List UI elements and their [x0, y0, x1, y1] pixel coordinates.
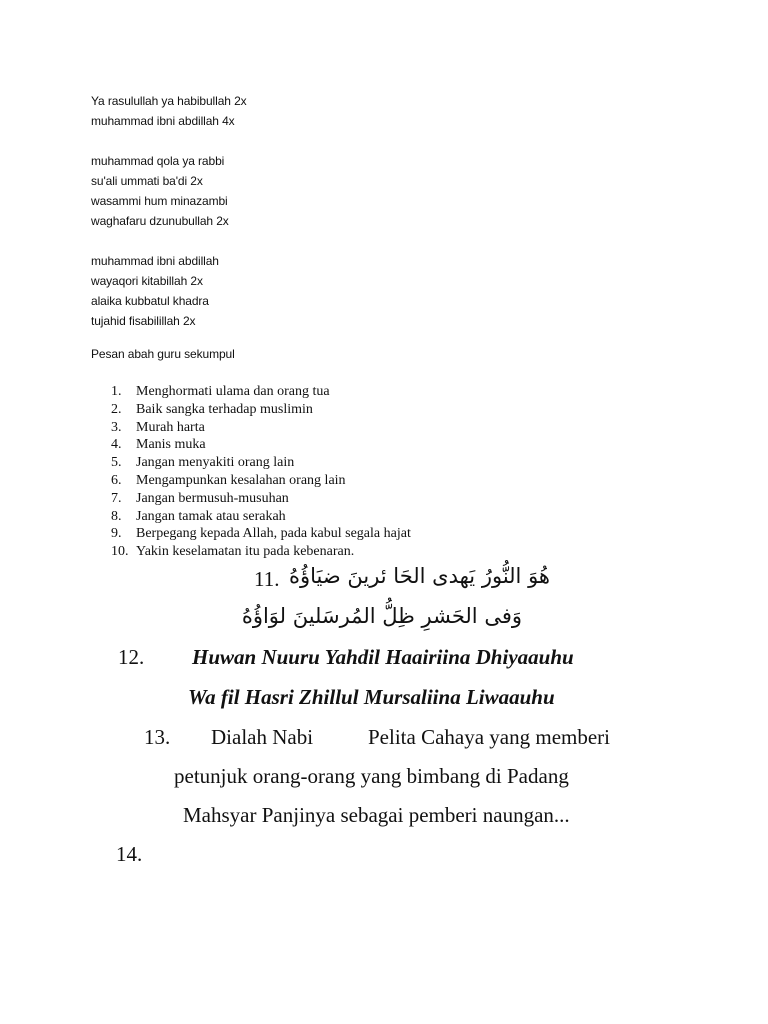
lyric-line: alaika kubbatul khadra: [91, 294, 209, 308]
list-item: [111, 490, 411, 508]
verse-12-line-2: Wa fil Hasri Zhillul Mursaliina Liwaauhu: [188, 685, 555, 709]
lyric-line: muhammad ibni abdillah: [91, 254, 219, 268]
lyric-line: su'ali ummati ba'di 2x: [91, 174, 203, 188]
pesan-list: [111, 383, 411, 561]
list-item-text: Jangan menyakiti orang lain: [136, 455, 295, 471]
list-item-text: Menghormati ulama dan orang tua: [136, 384, 330, 399]
list-item-number: 3.: [111, 419, 122, 435]
lyric-line: wayaqori kitabillah 2x: [91, 274, 203, 288]
verse-14-number: 14.: [116, 842, 143, 866]
verse-11-number: 11.: [254, 567, 280, 591]
verse-11-arabic-line-1: هُوَ النُّورُ يَهدى الحَا ئرينَ ضيَاؤُهُ: [288, 564, 550, 588]
list-item: [111, 401, 411, 419]
list-item: [111, 472, 411, 490]
lyric-line: wasammi hum minazambi: [91, 194, 228, 208]
list-item-text: Baik sangka terhadap muslimin: [136, 401, 313, 417]
lyric-line: muhammad ibni abdillah 4x: [91, 114, 235, 128]
list-item-number: 8.: [111, 508, 122, 524]
list-item-number: 10.: [111, 544, 129, 560]
list-item-text: Jangan tamak atau serakah: [136, 508, 286, 524]
list-item-text: Jangan bermusuh-musuhan: [136, 490, 289, 506]
list-item-number: 2.: [111, 401, 122, 417]
verse-13-number: 13.: [144, 725, 171, 749]
list-item-number: 7.: [111, 490, 122, 506]
verse-12-line-1: Huwan Nuuru Yahdil Haairiina Dhiyaauhu: [192, 645, 574, 669]
list-item-number: 9.: [111, 526, 122, 542]
list-item: [111, 525, 411, 543]
list-item-number: 5.: [111, 455, 122, 471]
lyric-line: muhammad qola ya rabbi: [91, 154, 225, 168]
verse-13-line-3: Mahsyar Panjinya sebagai pemberi naungan...: [183, 803, 570, 827]
verse-11-arabic-line-2: وَفى الحَشرِ ظِلُّ المُرسَلينَ لوَاؤُهُ: [241, 604, 522, 628]
lyric-line: tujahid fisabilillah 2x: [91, 314, 196, 328]
list-item: [111, 436, 411, 454]
pesan-title: Pesan abah guru sekumpul: [91, 347, 235, 361]
list-item: [111, 454, 411, 472]
list-item: [111, 543, 411, 561]
list-item-text: Mengampunkan kesalahan orang lain: [136, 472, 346, 488]
lyric-line: waghafaru dzunubullah 2x: [91, 214, 229, 228]
verse-13-line-2: petunjuk orang-orang yang bimbang di Padang: [174, 764, 569, 788]
list-item-text: Murah harta: [136, 419, 205, 435]
list-item: [111, 419, 411, 437]
list-item: [111, 508, 411, 526]
lyric-line: Ya rasulullah ya habibullah 2x: [91, 94, 247, 108]
list-item-number: 1.: [111, 384, 122, 399]
list-item-text: Berpegang kepada Allah, pada kabul segala hajat: [136, 526, 411, 542]
list-item-number: 6.: [111, 472, 122, 488]
list-item: [111, 383, 411, 401]
verse-13-line-1a: Dialah Nabi: [211, 725, 314, 749]
verse-13-line-1b: Pelita Cahaya yang memberi: [368, 725, 611, 749]
list-item-number: 4.: [111, 437, 122, 453]
list-item-text: Yakin keselamatan itu pada kebenaran.: [136, 544, 355, 560]
verse-12-number: 12.: [118, 645, 145, 669]
list-item-text: Manis muka: [136, 437, 206, 453]
